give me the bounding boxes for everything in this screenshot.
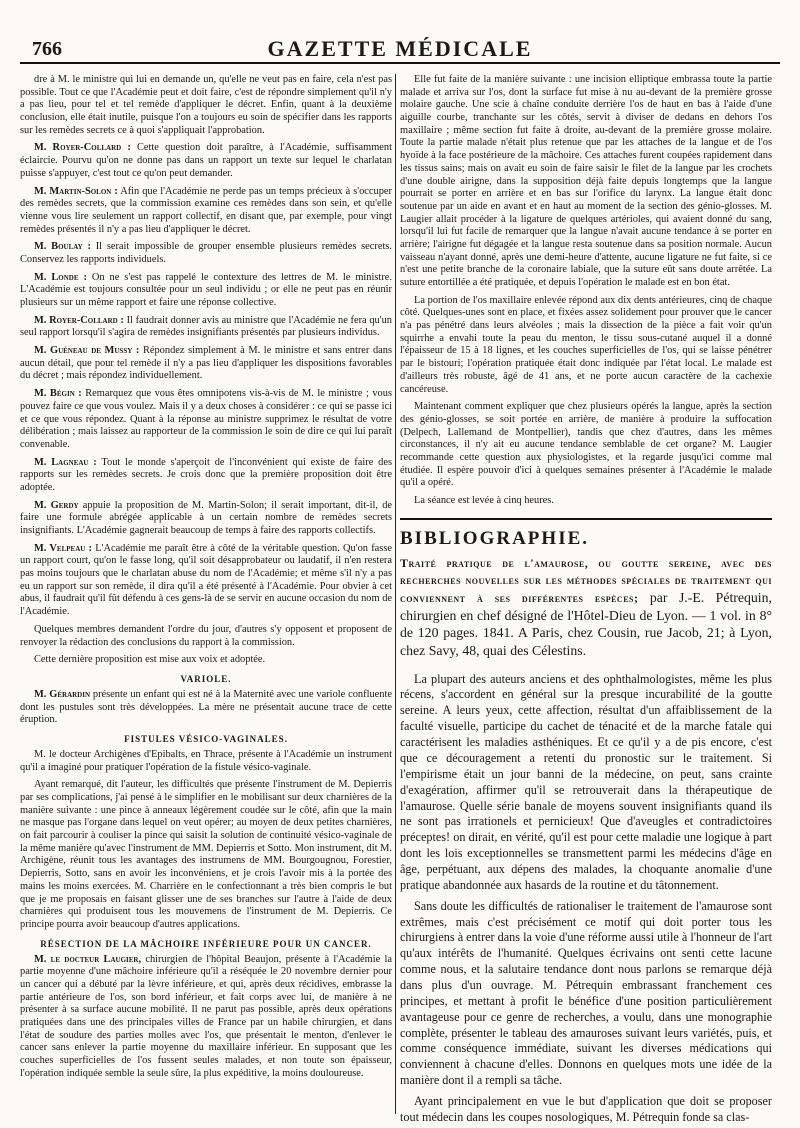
- column-divider: [395, 74, 396, 1114]
- section-heading: VARIOLE.: [180, 673, 232, 684]
- session-report-continued: [400, 74, 772, 508]
- speaker-name: M. Velpeau :: [34, 542, 93, 554]
- journal-title: GAZETTE MÉDICALE: [267, 36, 533, 61]
- paragraph-text: Afin que l'Académie ne perde pas un temps précieux à s'occuper des remèdes secrets, que la commission examine ces remèdes dans son sein, et qu'elle vienne vous lire seulement un rapport collectif, en disant que, par exemple, pour vingt remèdes présentés il n'y a pas lieu d'appliquer le décret.: [20, 185, 392, 235]
- paragraph: [400, 401, 772, 490]
- paragraph-text: Maintenant comment expliquer que chez plusieurs opérés la langue, après la section des génio-glosses, se soit portée en arrière, de manière à produire la suffocation (Delpech, Lallemand de Montpellier), tandis que chez d'autres, dans les mêmes circonstances, il n'y ait eu aucune tendance semblable de cet organe? M. Laugier recommande cette question aux physiologistes, et la regarde jusqu'ici comme mal étudiée. Il espère pouvoir d'ici à quelques semaines présenter à l'Académie le malade qu'il a opéré.: [400, 401, 772, 489]
- paragraph: [20, 779, 392, 931]
- page-header: [20, 32, 780, 64]
- paragraph: [20, 954, 392, 1081]
- paragraph: [20, 186, 392, 237]
- paragraph-text: Il serait impossible de grouper ensemble plusieurs remèdes secrets. Conservez les rapports individuels.: [20, 241, 392, 265]
- review-paragraph: Sans doute les difficultés de rationaliser le traitement de l'amaurose sont extrêmes, mais c'est précisément ce motif qui doit porter tous les chirurgiens à entrer dans la voie d'une réforme aussi utile à l'honneur de l'art qu'aux intérêts de l'humanité. Quelques écrivains ont senti cette lacune comme nous, et la salutaire tendance dont nous parlons se remarque déjà dans plus d'un ouvrage. M. Pétrequin embrassant franchement ces principes, et mettant à profit le bénéfice d'une position particulièrement avantageuse pour ce genre de recherches, a voulu, dans une monographie complète, présenter le tableau des amauroses suivant leurs variétés, puis, et comme conséquence immédiate, suivant les diverses médications qui conviennent à chacune d'elles. Donnons en quelques mots une idée de la manière dont il a rempli sa tâche.: [400, 898, 772, 1088]
- paragraph-text: Tout le monde s'aperçoit de l'inconvénient qui existe de faire des rapports sur les remèdes secrets. Je crois donc que la première proposition doit être adoptée.: [20, 456, 392, 493]
- paragraph: [20, 345, 392, 383]
- paragraph: [20, 500, 392, 538]
- right-column: [400, 74, 772, 1124]
- speaker-name: M. Martin-Solon :: [34, 185, 118, 197]
- paragraph-text: L'Académie me paraît être à côté de la véritable question. Qu'on fasse un rapport court, qu'on le fasse long, qu'il soit désapprobateur ou laudatif, il n'en restera pas moins toujours que le charlatan abuse du nom de l'Académie; et même s'il n'y a pas eu un rapport sur son remède, il dira qu'il a été présenté à l'Académie. Pour obvier à cet abus, il faudrait qu'il fût défendu à ces gens-là de se servir en aucune occasion du nom de l'Académie.: [20, 542, 392, 618]
- speaker-name: M. Bégin :: [34, 388, 82, 400]
- book-review: [400, 672, 772, 1126]
- paragraph: [20, 241, 392, 266]
- paragraph: [400, 295, 772, 397]
- paragraph-text: Cette dernière proposition est mise aux voix et adoptée.: [34, 654, 266, 666]
- speaker-name: M. le docteur Laugier,: [34, 953, 142, 965]
- page-number: 766: [32, 38, 62, 60]
- review-paragraph: Ayant principalement en vue le but d'application que doit se proposer tout médecin dans les coupes nosologiques, M. Pétrequin fonde sa clas-: [400, 1093, 772, 1124]
- speaker-name: M. Lagneau :: [34, 456, 97, 468]
- book-title-main: Traité pratique de l'amaurose, ou goutte sereine, avec des recherches nouvelles sur les méthodes spéciales de traitement qui conviennent à ses différentes espèces;: [400, 555, 772, 605]
- paragraph: [20, 388, 392, 451]
- paragraph-text: chirurgien de l'hôpital Beaujon, présente à l'Académie la partie moyenne d'une mâchoire inférieure qu'il a réséquée le 20 novembre dernier pour un cancer qui a débuté par la lèvre inférieure, et qui, après deux récidives, embrasse la partie antérieure de l'os, son bord inférieur, et fait corps avec lui, de manière à ne présenter à sa surface aucune mobilité. Il ne parut pas possible, après deux opérations pratiquées dans une des principales villes de France par un habile chirurgien, et dans l'état de soudure des parties molles avec l'os, que présentait le menton, d'enlever le cancer sans enlever la partie moyenne du maxillaire inférieur. En supposant que les couches superficielles de l'os fussent seules malades, et non toute son épaisseur, l'opération indiquée semble la seule sûre, la plus expéditive, la moins douloureuse.: [20, 953, 392, 1079]
- paragraph: [400, 74, 772, 290]
- left-column: [20, 74, 392, 1114]
- paragraph-text: On ne s'est pas rappelé le contexture des lettres de M. le ministre. L'Académie est toujours consultée pour un seul individu ; or elle ne peut pas en réunir plusieurs sur un même rapport et faire une réponse collective.: [20, 271, 392, 308]
- paragraph-text: M. le docteur Archigènes d'Epibalts, en Thrace, présente à l'Académie un instrument qu'il a imaginé pour pratiquer l'opération de la fistule vésico-vaginale.: [20, 748, 392, 773]
- paragraph-text: Ayant remarqué, dit l'auteur, les difficultés que présente l'instrument de M. Depierris par ses complications, j'ai pensé à le simplifier en le mobilisant sur deux charnières de la manière suivante : une pince à anneaux légèrement coudée sur le côté, afin que la main ne masque pas l'organe dans lequel on veut opérer; au moyen de deux petites charnières, on fait parcourir à couliser la pince qui saisit la solution de continuité vésico-vaginale de la même manière qu'avec l'instrument de MM. Depierris et Sotto. Mon instrument, dit M. Archigène, réunit tous les avantages des instrumens de MM. Bourgougnou, Forestier, Depierris, Sotto, sans en avoir les inconvéniens, et je crois l'avoir mis à la portée des mains les moins exercées. M. Charrière en le confectionnant a très bien compris le but que je me proposais en faisant glisser une de ses branches sur l'autre à l'aide de deux charnières qui produisent tous les mouvemens de l'instrument de M. Depierris. Ce principe pourra avoir beaucoup d'autres applications.: [20, 779, 392, 930]
- paragraph: [20, 457, 392, 495]
- paragraph: [20, 543, 392, 619]
- speaker-name: M. Gérardin: [34, 688, 91, 700]
- paragraph-text: Cette question doit paraître, à l'Académie, suffisamment éclaircie. Pourvu qu'on ne donne pas dans un rapport un texte sur lequel le charlatan puisse s'appuyer, c'est tout ce qu'on peut demander.: [20, 142, 392, 179]
- paragraph-text: La séance est levée à cinq heures.: [414, 495, 554, 506]
- paragraph: [20, 315, 392, 340]
- paragraph: [20, 624, 392, 649]
- speaker-name: M. Boulay :: [34, 241, 91, 253]
- paragraph: [20, 74, 392, 137]
- paragraph: [20, 689, 392, 727]
- paragraph: [20, 749, 392, 774]
- section-heading: FISTULES VÉSICO-VAGINALES.: [124, 733, 288, 744]
- book-title: [400, 554, 772, 660]
- speaker-name: M. Royer-Collard :: [34, 314, 124, 326]
- paragraph: [400, 495, 772, 508]
- section-rule: [400, 518, 772, 520]
- paragraph: [20, 142, 392, 180]
- paragraph-text: La portion de l'os maxillaire enlevée répond aux dix dents antérieures, cinq de chaque côté. Quelques-unes sont en place, et fixées assez solidement pour prouver que le cancer n'a pas pénétré dans leurs alvéoles ; mais la dissection de la pièce a fait voir qu'un squirrhe a envahi toute la peau du menton, le tissu sous-cutané auquel il a donné l'épaisseur de 15 à 18 lignes, et les couches superficielles de l'os, qui se laisse pénétrer par le bistouri; l'opération pratiquée était donc indiquée par l'état local. Le malade est d'ailleurs très robuste, âgé de 41 ans, et ne porte aucun caractère de la cachexie cancéreuse.: [400, 294, 772, 395]
- speaker-name: M. Royer-Collard :: [34, 142, 131, 154]
- paragraph-text: Quelques membres demandent l'ordre du jour, d'autres s'y opposent et proposent de renvoyer la rédaction des conclusions du rapport à la commission.: [20, 623, 392, 648]
- paragraph: [20, 272, 392, 310]
- paragraph: [20, 654, 392, 667]
- review-paragraph: La plupart des auteurs anciens et des ophthalmologistes, même les plus récens, s'accordent en général sur la presque incurabilité de la goutte sereine. A leurs yeux, cette affection, résultat d'un affaiblissement de la faculté visuelle, participe du cachet de ténacité et de la marche fatale qui caractérisent les maladies asthéniques. Et ce qu'il y a de pis encore, c'est que ce découragement a retenti du pronostic sur le traitement. Si l'empirisme était un jour banni de la médecine, on peut, sans crainte d'exagération, affirmer qu'il se retrouverait dans la thérapeutique de l'amaurose. Quelle série banale de moyens souvent insignifiants quand ils ne sont pas irrationels et pernicieux! Que d'aveugles et contradictoires préceptes! on dirait, en vérité, qu'il est pour cette maladie une logique à part dont les lois exceptionnelles se transmettent parmi les médecins d'âge en âge, perpétuant, aux dépens des malades, la choquante anomalie d'une pratique abandonnée aux hasards de la routine et du tâtonnement.: [400, 671, 772, 892]
- paragraph-text: Il faudrait donner avis au ministre que l'Académie ne fera qu'un seul rapport lorsqu'il s'agira de remèdes insignifiants présentés par plusieurs individus.: [20, 314, 392, 339]
- paragraph-text: Répondez simplement à M. le ministre et sans entrer dans aucun détail, que pour tel remède il n'y a pas lieu d'appliquer les dispositions favorables du décret ; mais répondez individuellement.: [20, 345, 393, 382]
- book-title-details: par J.-E. Pétrequin, chirurgien en chef désigné de l'Hôtel-Dieu de Lyon. — 1 vol. in 8° de 120 pages. 1841. A Paris, chez Cousin, rue Jacob, 21; à Lyon, chez Savy, 48, quai des Célestins.: [400, 590, 772, 658]
- bibliography-heading: BIBLIOGRAPHIE.: [400, 527, 590, 549]
- paragraph-text: présente un enfant qui est né à la Maternité avec une variole confluente dont les pustules sont très développées. La mère ne présentait aucune trace de cette éruption.: [20, 688, 392, 726]
- paragraph-text: appuie la proposition de M. Martin-Solon; il serait important, dit-il, de faire une formule abrégée applicable à un certain nombre de remèdes secrets insignifiants. L'Académie gagnerait beaucoup de temps à faire des rapports collectifs.: [20, 499, 392, 536]
- paragraph-text: Remarquez que vous êtes omnipotens vis-à-vis de M. le ministre ; vous pouvez faire ce que vous voulez. Mais il y a deux choses à considérer : ce qui se passe ici et ce que vous répondez. Quant à la réponse au ministre supprimez le résultat de votre délibération ; mais laissez au rapporteur de la commission le soin de dire ce qui lui paraît convenable.: [20, 388, 392, 450]
- section-heading: RÉSECTION DE LA MÂCHOIRE INFÉRIEURE POUR UN CANCER.: [40, 938, 372, 949]
- speaker-name: M. Gerdy: [34, 499, 79, 511]
- paragraph-text: Elle fut faite de la manière suivante : une incision elliptique embrassa toute la partie malade et arriva sur l'os, dont la surface fut mise à nu au-devant de la première grosse molaire gauche. Une scie à chaîne conduite derrière l'os de haut en bas à l'aide d'une aiguille courbe, tranchante sur les côtés, servit à diviser de dedans en dehors l'os maxillaire ; même section fut faite à droite, au-devant de la première grosse molaire. Toute la partie malade n'était plus retenue que par les attaches de la langue et de l'os hyoïde à la face postérieure de la mâchoire. Ces attaches furent coupées rapidement dans les tissus sains; mais on avait eu soin de faire saisir le filet de la langue par les crochets d'une double airigne, dans la supposition déjà faite depuis longtemps que la langue pourrait se porter en arrière et en bas sur l'orifice du larynx. La langue était donc soutenue par un aide en avant et en haut au moment de la section des génio-glosses. M. Laugier allait procéder à la ligature de quelques artérioles, qui avaient donné du sang, lorsqu'il lui fut facile de remarquer que la langue n'avait aucune tendance à se porter en arrière; l'airigne fut dégagée et la langue resta soutenue dans sa position normale. Aucun vaisseau n'ayant donné, après une demi-heure d'attente, aucune ligature ne fut faite, si ce n'est une petite branche de la coronaire labiale, que la suture eût sans doute arrêtée. La suture entortillée a été pratiquée, et depuis l'opération le malade est en bon état.: [400, 74, 772, 288]
- speaker-name: M. Guéneau de Mussy :: [34, 345, 140, 357]
- paragraph-text: dre à M. le ministre qui lui en demande un, qu'elle ne veut pas en faire, cela n'est pas possible. Tout ce que l'Académie peut et doit faire, c'est de répondre simplement qu'il n'y a pas lieu, pour tel et tel remède d'appliquer le décret. Enfin, quant à la deuxième conclusion, elle était inutile, puisque l'on a toujours eu soin de spécifier dans les rapports sur les remèdes secrets ce à quoi s'appliquait l'approbation.: [20, 74, 392, 136]
- speaker-name: M. Londe :: [34, 271, 87, 283]
